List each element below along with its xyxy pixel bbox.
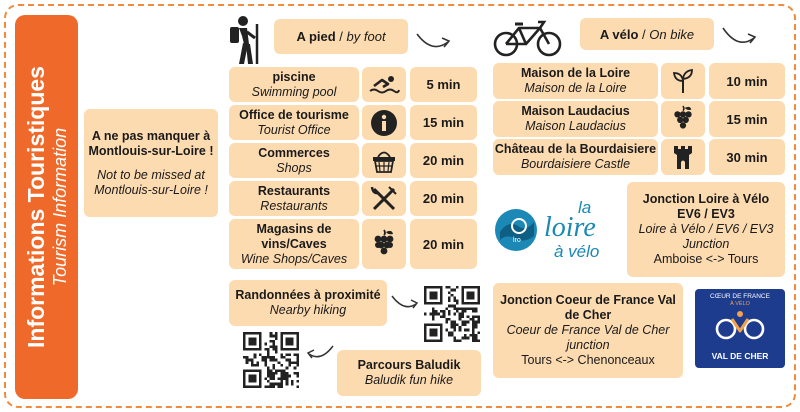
bike-header-fr: A vélo bbox=[599, 26, 639, 42]
foot-item-en: Tourist Office bbox=[257, 122, 331, 137]
foot-item-fr: Office de tourisme bbox=[239, 107, 349, 122]
curved-arrow-icon bbox=[390, 292, 422, 314]
foot-item-en: Restaurants bbox=[260, 198, 328, 213]
bike-item-fr: Maison Laudacius bbox=[521, 104, 630, 118]
foot-time-cell bbox=[410, 67, 477, 102]
castle-tower-icon bbox=[672, 144, 694, 170]
hiker-icon bbox=[222, 14, 264, 66]
foot-item-restaurants bbox=[229, 181, 359, 216]
jonction-coeur-title1: Jonction Coeur de France Val bbox=[500, 293, 676, 307]
foot-icon-cell bbox=[362, 143, 406, 178]
cyclist-logo-icon bbox=[710, 309, 770, 341]
side-banner bbox=[15, 15, 78, 399]
loire-a-velo-logo bbox=[492, 192, 620, 266]
cdf-logo-line3: VAL DE CHER bbox=[711, 351, 769, 361]
bike-time-cell bbox=[709, 101, 785, 137]
bike-item-en: Bourdaisiere Castle bbox=[520, 157, 631, 171]
jonction-loire-title2: EV6 / EV3 bbox=[677, 207, 735, 221]
foot-header-sep: / bbox=[335, 29, 347, 44]
foot-icon-cell bbox=[362, 181, 406, 216]
foot-time-cell bbox=[410, 143, 477, 178]
bike-header-sep: / bbox=[638, 26, 650, 42]
jonction-loire-sub2: Junction bbox=[682, 237, 730, 251]
hiking-qr-code[interactable] bbox=[424, 286, 480, 347]
jonction-loire-title1: Jonction Loire à Vélo bbox=[642, 192, 770, 206]
jonction-coeur-title2: de Cher bbox=[564, 308, 612, 322]
foot-icon-cell bbox=[362, 105, 406, 140]
foot-item-swimming-pool bbox=[229, 67, 359, 102]
intro-box bbox=[84, 109, 218, 217]
bike-time-cell bbox=[709, 139, 785, 175]
foot-time: 15 min bbox=[422, 115, 465, 130]
bike-item-maison-loire bbox=[493, 63, 658, 99]
grapes-icon bbox=[371, 229, 397, 259]
foot-icon-cell bbox=[362, 67, 406, 102]
bike-item-en: Maison Laudacius bbox=[525, 119, 626, 133]
grapes-icon bbox=[671, 105, 695, 133]
bike-icon-cell bbox=[661, 101, 705, 137]
foot-header-fr: A pied bbox=[296, 29, 336, 44]
jonction-coeur-sub1: Coeur de France Val de Cher bbox=[506, 323, 670, 337]
bike-item-maison-laudacius bbox=[493, 101, 658, 137]
jonction-loire-route: Amboise <-> Tours bbox=[653, 252, 759, 266]
jonction-coeur-sub2: junction bbox=[566, 338, 610, 352]
cdf-logo-line1: CŒUR DE FRANCE bbox=[710, 293, 770, 300]
foot-time-cell bbox=[410, 219, 477, 269]
sprout-icon bbox=[671, 68, 695, 94]
bike-item-fr: Château de la Bourdaisiere bbox=[494, 142, 657, 156]
foot-time: 20 min bbox=[422, 153, 465, 168]
bike-icon-cell bbox=[661, 139, 705, 175]
foot-time-cell bbox=[410, 181, 477, 216]
bike-time: 30 min bbox=[726, 149, 768, 165]
loire-logo-line1: la bbox=[578, 198, 592, 217]
foot-header-en: by foot bbox=[346, 29, 386, 44]
intro-en-line2: Montlouis-sur-Loire ! bbox=[94, 182, 208, 197]
swimmer-icon bbox=[368, 74, 400, 96]
cdf-logo-line2: À VÉLO bbox=[730, 301, 750, 307]
bike-time: 15 min bbox=[726, 111, 768, 127]
intro-fr-line2: Montlouis-sur-Loire ! bbox=[88, 143, 214, 158]
foot-item-fr-line2: vins/Caves bbox=[261, 236, 327, 251]
foot-item-fr: piscine bbox=[272, 69, 316, 84]
baludik-fr: Parcours Baludik bbox=[357, 358, 461, 372]
bicycle-icon bbox=[492, 18, 564, 58]
foot-time: 20 min bbox=[422, 191, 465, 206]
baludik-en: Baludik fun hike bbox=[364, 373, 454, 387]
foot-item-en: Swimming pool bbox=[251, 84, 337, 99]
foot-item-fr-line1: Magasins de bbox=[256, 221, 332, 236]
foot-item-fr: Commerces bbox=[258, 145, 330, 160]
curved-arrow-icon bbox=[303, 342, 335, 364]
bike-item-en: Maison de la Loire bbox=[524, 81, 627, 95]
bike-time-cell bbox=[709, 63, 785, 99]
baludik-box bbox=[337, 350, 481, 396]
foot-item-en: Shops bbox=[276, 160, 312, 175]
foot-header bbox=[274, 19, 408, 54]
bike-item-chateau-bourdaisiere bbox=[493, 139, 658, 175]
coeur-de-france-logo bbox=[695, 289, 785, 368]
bike-icon-cell bbox=[661, 63, 705, 99]
hiking-fr: Randonnées à proximité bbox=[235, 288, 381, 302]
jonction-loire-sub1: Loire à Vélo / EV6 / EV3 bbox=[638, 222, 774, 236]
bike-item-fr: Maison de la Loire bbox=[520, 66, 631, 80]
foot-time-cell bbox=[410, 105, 477, 140]
foot-item-en: Wine Shops/Caves bbox=[240, 251, 348, 266]
bike-header-en: On bike bbox=[649, 26, 695, 42]
intro-en-line1: Not to be missed at bbox=[97, 167, 205, 182]
jonction-coeur-route: Tours <-> Chenonceaux bbox=[521, 353, 655, 367]
foot-item-fr: Restaurants bbox=[257, 183, 331, 198]
foot-time: 5 min bbox=[426, 77, 461, 92]
info-icon bbox=[370, 109, 398, 137]
basket-icon bbox=[370, 148, 398, 174]
jonction-loire-box bbox=[627, 182, 785, 277]
foot-time: 20 min bbox=[422, 236, 465, 252]
fork-knife-icon bbox=[370, 185, 398, 213]
loire-logo-line3: à vélo bbox=[554, 242, 600, 261]
banner-subtitle: Tourism Information bbox=[49, 127, 70, 287]
jonction-coeur-box bbox=[493, 283, 683, 378]
hiking-box bbox=[229, 280, 387, 326]
foot-item-tourist-office bbox=[229, 105, 359, 140]
curved-arrow-icon bbox=[720, 22, 760, 50]
foot-item-wine-shops bbox=[229, 219, 359, 269]
curved-arrow-icon bbox=[414, 28, 454, 54]
svg-text:lro: lro bbox=[513, 237, 521, 244]
bike-header bbox=[580, 18, 714, 50]
foot-icon-cell bbox=[362, 219, 406, 269]
baludik-qr-code[interactable] bbox=[243, 332, 299, 393]
hiking-en: Nearby hiking bbox=[269, 303, 347, 317]
bike-time: 10 min bbox=[726, 73, 768, 89]
foot-item-shops bbox=[229, 143, 359, 178]
loire-logo-line2: loire bbox=[544, 212, 596, 243]
banner-title: Informations Touristiques bbox=[22, 66, 49, 348]
intro-fr-line1: A ne pas manquer à bbox=[91, 128, 211, 143]
